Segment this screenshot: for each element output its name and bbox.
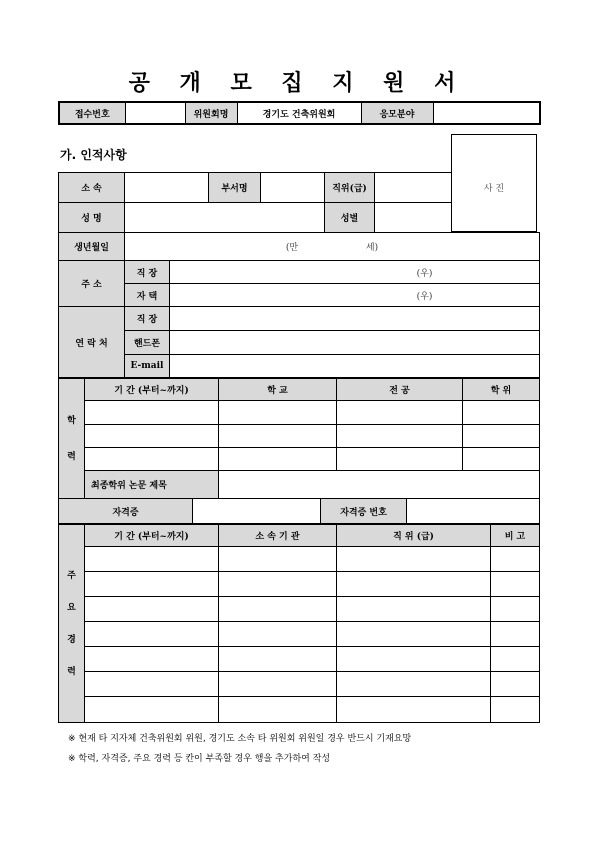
edu-cell[interactable] — [85, 401, 219, 425]
address-home-label: 자 택 — [125, 284, 170, 307]
career-cell[interactable] — [491, 572, 540, 597]
edu-header-period: 기 간 (부터~까지) — [85, 379, 219, 401]
career-cell[interactable] — [337, 622, 491, 647]
career-cell[interactable] — [85, 572, 219, 597]
career-cell[interactable] — [219, 672, 337, 697]
header-table — [58, 101, 541, 125]
career-label-char: 경 — [67, 634, 76, 645]
career-cell[interactable] — [85, 672, 219, 697]
thesis-field[interactable] — [219, 471, 540, 499]
edu-cell[interactable] — [85, 425, 219, 448]
career-cell[interactable] — [337, 547, 491, 572]
address-label: 주 소 — [59, 261, 125, 307]
career-cell[interactable] — [337, 672, 491, 697]
position-field[interactable] — [375, 173, 452, 203]
edu-cell[interactable] — [463, 425, 540, 448]
contact-email-label: E-mail — [125, 355, 170, 378]
license-table — [58, 498, 540, 524]
field-value[interactable] — [433, 102, 540, 124]
career-cell[interactable] — [337, 597, 491, 622]
career-cell[interactable] — [491, 547, 540, 572]
edu-cell[interactable] — [463, 401, 540, 425]
edu-cell[interactable] — [219, 425, 337, 448]
page-title: 공 개 모 집 지 원 서 — [128, 71, 467, 96]
career-cell[interactable] — [491, 597, 540, 622]
education-label — [59, 379, 85, 499]
name-field[interactable] — [125, 203, 325, 233]
contact-work-label: 직 장 — [125, 307, 170, 331]
section-title: 가. 인적사항 — [60, 148, 127, 162]
contact-mobile-label: 핸드폰 — [125, 331, 170, 355]
edu-cell[interactable] — [337, 425, 463, 448]
edu-cell[interactable] — [337, 401, 463, 425]
license-number-field[interactable] — [407, 499, 540, 524]
gender-field[interactable] — [375, 203, 452, 233]
career-header-period: 기 간 (부터~까지) — [85, 525, 219, 547]
department-label: 부서명 — [209, 173, 261, 203]
education-table — [58, 378, 540, 499]
career-header-org: 소 속 기 관 — [219, 525, 337, 547]
license-label: 자격증 — [59, 499, 193, 524]
address-home-field[interactable] — [170, 284, 540, 307]
career-cell[interactable] — [219, 697, 337, 723]
committee-value: 경기도 건축위원회 — [237, 102, 361, 124]
career-cell[interactable] — [337, 647, 491, 672]
career-cell[interactable] — [85, 622, 219, 647]
receipt-no-field[interactable] — [125, 102, 185, 124]
name-label: 성 명 — [59, 203, 125, 233]
receipt-no-label: 접수번호 — [59, 102, 125, 124]
career-cell[interactable] — [85, 697, 219, 723]
edu-header-school: 학 교 — [219, 379, 337, 401]
edu-cell[interactable] — [337, 448, 463, 471]
edu-header-major: 전 공 — [337, 379, 463, 401]
edu-cell[interactable] — [85, 448, 219, 471]
age-close: 세) — [365, 243, 379, 253]
career-cell[interactable] — [85, 547, 219, 572]
edu-cell[interactable] — [463, 448, 540, 471]
age-open: (만 — [285, 243, 299, 253]
license-number-label: 자격증 번호 — [321, 499, 407, 524]
zip-mark-work: (우) — [416, 268, 433, 279]
department-field[interactable] — [261, 173, 325, 203]
career-cell[interactable] — [219, 547, 337, 572]
address-work-label: 직 장 — [125, 261, 170, 284]
career-header-note: 비 고 — [491, 525, 540, 547]
birth-field[interactable] — [125, 233, 540, 261]
photo-box[interactable] — [451, 134, 537, 232]
gender-label: 성별 — [325, 203, 375, 233]
career-cell[interactable] — [491, 622, 540, 647]
career-cell[interactable] — [491, 647, 540, 672]
career-label — [59, 525, 85, 723]
career-cell[interactable] — [337, 572, 491, 597]
edu-cell[interactable] — [219, 401, 337, 425]
edu-header-degree: 학 위 — [463, 379, 540, 401]
personal-table-2 — [58, 232, 540, 378]
career-header-position: 직 위 (급) — [337, 525, 491, 547]
career-cell[interactable] — [219, 622, 337, 647]
edu-cell[interactable] — [219, 448, 337, 471]
contact-email-field[interactable] — [170, 355, 540, 378]
career-cell[interactable] — [219, 597, 337, 622]
career-table — [58, 524, 540, 723]
education-label-char: 학 — [67, 415, 76, 426]
career-label-char: 력 — [67, 666, 76, 677]
position-label: 직위(급) — [325, 173, 375, 203]
personal-table — [58, 172, 452, 233]
career-label-char: 주 — [67, 570, 76, 581]
note-2: ※ 학력, 자격증, 주요 경력 등 칸이 부족할 경우 행을 추가하여 작성 — [68, 754, 331, 764]
photo-label: 사 진 — [483, 184, 505, 194]
career-cell[interactable] — [491, 697, 540, 723]
career-cell[interactable] — [337, 697, 491, 723]
thesis-label: 최종학위 논문 제목 — [85, 471, 219, 499]
note-1: ※ 현재 타 지자체 건축위원회 위원, 경기도 소속 타 위원회 위원일 경우 반드시 기재요망 — [68, 734, 412, 744]
zip-mark-home: (우) — [416, 291, 433, 302]
career-cell[interactable] — [219, 647, 337, 672]
education-label-char: 력 — [67, 451, 76, 462]
career-cell[interactable] — [491, 672, 540, 697]
contact-mobile-field[interactable] — [170, 331, 540, 355]
license-field[interactable] — [193, 499, 321, 524]
contact-work-field[interactable] — [170, 307, 540, 331]
birth-label: 생년월일 — [59, 233, 125, 261]
affiliation-field[interactable] — [125, 173, 209, 203]
career-label-char: 요 — [67, 602, 76, 613]
committee-label: 위원회명 — [185, 102, 237, 124]
career-cell[interactable] — [219, 572, 337, 597]
field-label: 응모분야 — [361, 102, 433, 124]
address-work-field[interactable] — [170, 261, 540, 284]
career-cell[interactable] — [85, 647, 219, 672]
affiliation-label: 소 속 — [59, 173, 125, 203]
career-cell[interactable] — [85, 597, 219, 622]
contact-label: 연 락 처 — [59, 307, 125, 378]
